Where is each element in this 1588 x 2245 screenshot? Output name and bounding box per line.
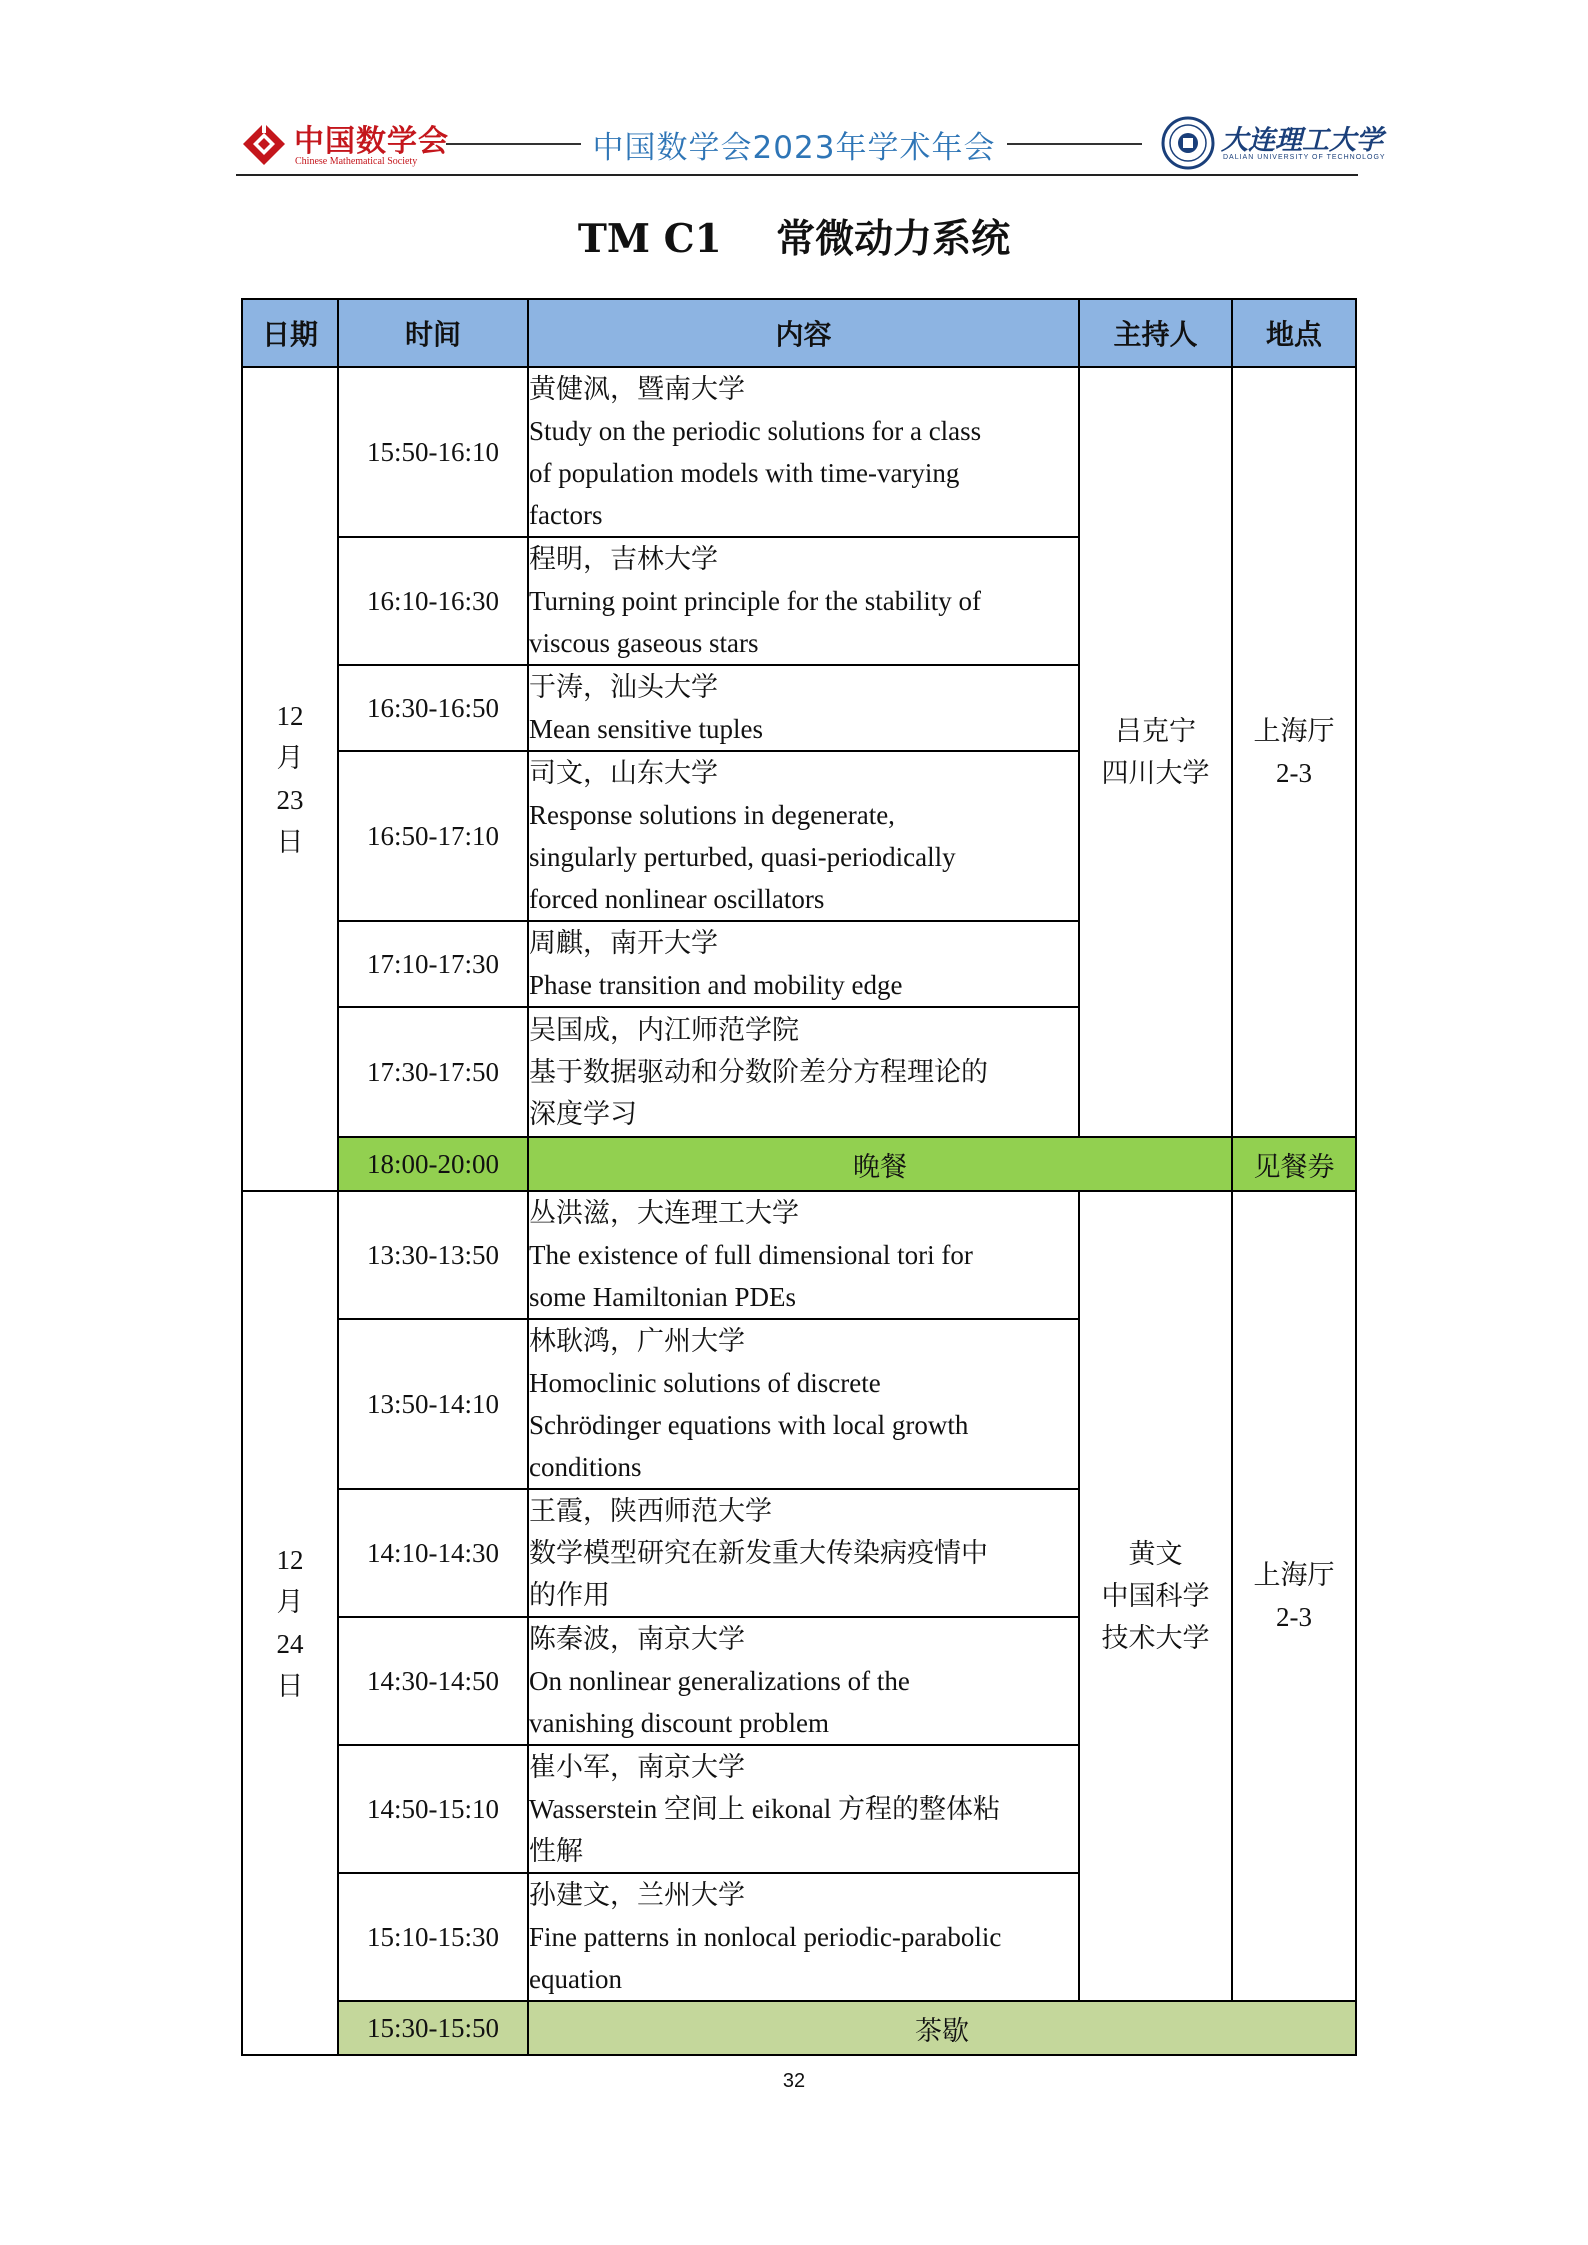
time-cell: 14:10-14:30 <box>338 1489 528 1617</box>
date-part: 月 <box>276 1587 304 1617</box>
talk-title-line: some Hamiltonian PDEs <box>529 1282 796 1312</box>
time-cell: 17:30-17:50 <box>338 1007 528 1137</box>
talk-title-line: singularly perturbed, quasi-periodically <box>529 842 956 872</box>
speaker-line: 陈秦波，南京大学 <box>529 1624 745 1654</box>
dut-seal-icon <box>1161 116 1215 170</box>
table-header-row <box>242 299 1356 367</box>
page-number: 32 <box>782 2070 806 2092</box>
cms-diamond-icon <box>242 122 286 166</box>
dinner-label: 晚餐 <box>528 1137 1232 1191</box>
time-cell: 16:10-16:30 <box>338 537 528 665</box>
title-rule-right <box>1007 143 1142 145</box>
time-cell: 14:30-14:50 <box>338 1617 528 1745</box>
speaker-line: 黄健沨，暨南大学 <box>529 374 745 404</box>
conference-title <box>434 120 1154 168</box>
table-row <box>242 367 1356 537</box>
date-part: 日 <box>276 1671 304 1701</box>
speaker-line: 周麒，南开大学 <box>529 928 718 958</box>
date-part: 23 <box>276 785 304 815</box>
col-header-host: 主持人 <box>1079 299 1232 367</box>
talk-title-line: equation <box>529 1964 622 1994</box>
table-row <box>242 1191 1356 1319</box>
schedule-table <box>241 298 1357 2056</box>
date-cell-day2 <box>242 1191 338 2055</box>
date-part: 12 <box>276 1545 304 1575</box>
talk-content <box>528 1489 1079 1617</box>
dinner-venue: 见餐券 <box>1232 1137 1356 1191</box>
time-cell: 17:10-17:30 <box>338 921 528 1007</box>
talk-title-line: The existence of full dimensional tori for <box>529 1240 973 1270</box>
talk-title-line: Study on the periodic solutions for a class <box>529 416 982 446</box>
talk-title-line: Wasserstein 空间上 eikonal 方程的整体粘 <box>529 1794 1001 1824</box>
cms-logo <box>242 116 449 172</box>
talk-title-line: vanishing discount problem <box>529 1708 829 1738</box>
talk-content <box>528 665 1079 751</box>
date-part: 24 <box>276 1629 304 1659</box>
col-header-content: 内容 <box>528 299 1079 367</box>
host-cell-day2 <box>1079 1191 1232 2001</box>
talk-content <box>528 367 1079 537</box>
col-header-venue: 地点 <box>1232 299 1356 367</box>
dinner-row <box>242 1137 1356 1191</box>
talk-title-line: Turning point principle for the stability of <box>529 586 981 616</box>
time-cell: 16:50-17:10 <box>338 751 528 921</box>
talk-title-line: Response solutions in degenerate, <box>529 800 895 830</box>
talk-title-line: viscous gaseous stars <box>529 628 759 658</box>
date-part: 12 <box>276 701 304 731</box>
venue-name: 上海厅 <box>1253 1560 1335 1590</box>
col-header-time: 时间 <box>338 299 528 367</box>
venue-name: 上海厅 <box>1253 716 1335 746</box>
cms-name-en: Chinese Mathematical Society <box>295 156 418 167</box>
venue-cell-day1 <box>1232 367 1356 1137</box>
time-cell: 14:50-15:10 <box>338 1745 528 1873</box>
speaker-line: 林耿鸿，广州大学 <box>529 1326 745 1356</box>
talk-title-line: 基于数据驱动和分数阶差分方程理论的 <box>529 1057 988 1087</box>
host-affiliation: 中国科学 <box>1101 1581 1210 1611</box>
speaker-line: 吴国成，内江师范学院 <box>529 1015 799 1045</box>
speaker-line: 丛洪滋，大连理工大学 <box>529 1198 799 1228</box>
talk-title-line: conditions <box>529 1452 642 1482</box>
date-part: 日 <box>276 827 304 857</box>
talk-title-line: factors <box>529 500 603 530</box>
tea-time: 15:30-15:50 <box>338 2001 528 2055</box>
header-rule <box>236 174 1358 176</box>
time-cell: 13:30-13:50 <box>338 1191 528 1319</box>
speaker-line: 崔小军，南京大学 <box>529 1752 745 1782</box>
dut-logo <box>1161 114 1386 172</box>
venue-room: 2-3 <box>1276 758 1312 788</box>
page-header <box>236 110 1386 176</box>
host-name: 黄文 <box>1128 1539 1183 1569</box>
talk-title-line: of population models with time-varying <box>529 458 960 488</box>
talk-content <box>528 1319 1079 1489</box>
time-cell: 15:10-15:30 <box>338 1873 528 2001</box>
host-cell-day1 <box>1079 367 1232 1137</box>
time-cell: 16:30-16:50 <box>338 665 528 751</box>
talk-title-line: 的作用 <box>529 1580 610 1610</box>
talk-title-line: On nonlinear generalizations of the <box>529 1666 910 1696</box>
date-part: 月 <box>276 743 304 773</box>
talk-title-line: Schrödinger equations with local growth <box>529 1410 969 1440</box>
host-affiliation: 技术大学 <box>1101 1623 1210 1653</box>
date-cell-day1 <box>242 367 338 1191</box>
time-cell: 13:50-14:10 <box>338 1319 528 1489</box>
speaker-line: 王霞，陕西师范大学 <box>529 1496 772 1526</box>
talk-content <box>528 1007 1079 1137</box>
host-affiliation: 四川大学 <box>1101 758 1210 788</box>
dut-name-en: DALIAN UNIVERSITY OF TECHNOLOGY <box>1223 154 1386 161</box>
speaker-line: 司文，山东大学 <box>529 758 718 788</box>
conference-title-text: 中国数学会2023年学术年会 <box>592 129 996 166</box>
talk-content <box>528 921 1079 1007</box>
venue-cell-day2 <box>1232 1191 1356 2001</box>
host-name: 吕克宁 <box>1115 716 1196 746</box>
talk-title-line: 数学模型研究在新发重大传染病疫情中 <box>529 1538 988 1568</box>
title-rule-left <box>446 143 581 145</box>
talk-content <box>528 751 1079 921</box>
talk-title-line: Fine patterns in nonlocal periodic-parabolic <box>529 1922 1002 1952</box>
talk-title-line: 深度学习 <box>529 1099 637 1129</box>
cms-name-cn: 中国数学会 <box>294 124 449 159</box>
talk-content <box>528 1745 1079 1873</box>
page-title: TM C1 常微动力系统 <box>577 216 1011 262</box>
talk-title-line: Phase transition and mobility edge <box>529 970 903 1000</box>
talk-content <box>528 537 1079 665</box>
tea-break-row <box>242 2001 1356 2055</box>
time-cell: 15:50-16:10 <box>338 367 528 537</box>
dinner-time: 18:00-20:00 <box>338 1137 528 1191</box>
talk-title-line: forced nonlinear oscillators <box>529 884 825 914</box>
talk-content <box>528 1873 1079 2001</box>
dut-name-cn: 大连理工大学 <box>1221 125 1383 156</box>
speaker-line: 程明，吉林大学 <box>529 544 718 574</box>
talk-title-line: Homoclinic solutions of discrete <box>529 1368 881 1398</box>
speaker-line: 孙建文，兰州大学 <box>529 1880 745 1910</box>
venue-room: 2-3 <box>1276 1602 1312 1632</box>
talk-content <box>528 1617 1079 1745</box>
talk-content <box>528 1191 1079 1319</box>
talk-title-line: 性解 <box>529 1836 583 1866</box>
tea-label: 茶歇 <box>528 2001 1356 2055</box>
speaker-line: 于涛，汕头大学 <box>529 672 718 702</box>
talk-title-line: Mean sensitive tuples <box>529 714 763 744</box>
col-header-date: 日期 <box>242 299 338 367</box>
